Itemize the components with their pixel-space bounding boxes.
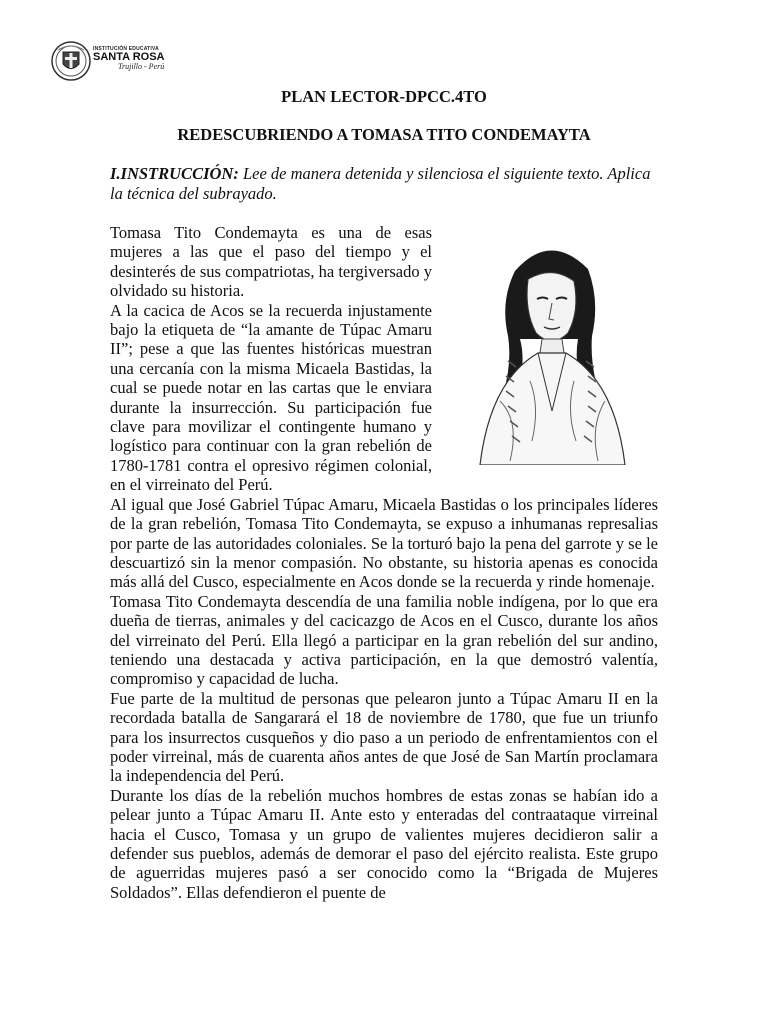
instruction-text: Lee de manera detenida y silenciosa el siguiente texto. Aplica la técnica del subrayado. <box>110 164 651 203</box>
instruction <box>110 164 658 204</box>
document-subtitle: REDESCUBRIENDO A TOMASA TITO CONDEMAYTA <box>177 125 591 144</box>
school-crest-icon <box>50 40 92 82</box>
school-logo <box>50 40 170 80</box>
logo-small-text: INSTITUCIÓN EDUCATIVA <box>93 46 159 52</box>
paragraph-2: A la cacica de Acos se la recuerda injustamente bajo la etiqueta de “la amante de Túpac Amaru II”; pese a que las fuentes históricas muestran una cercanía con la misma Micaela Bastidas, la cual se puede notar en las cartas que le enviara durante la insurrección. Su participación fue clave para movilizar el contingente humano y logístico para continuar con la gran rebelión de 1780-1781 contra el opresivo régimen colonial, en el virreinato del Perú. <box>110 300 432 495</box>
article-body <box>110 223 658 902</box>
document-title: PLAN LECTOR-DPCC.4TO <box>281 87 487 106</box>
logo-place: Trujillo - Perú <box>118 62 165 71</box>
paragraph-1: Tomasa Tito Condemayta es una de esas mujeres a las que el paso del tiempo y el desinterés de sus compatriotas, ha tergiversado y olvidado su historia. <box>110 223 432 301</box>
logo-name: SANTA ROSA <box>93 51 165 63</box>
paragraph-5: Fue parte de la multitud de personas que pelearon junto a Túpac Amaru II en la recordada batalla de Sangarará el 18 de noviembre de 1780, que fue un triunfo para los insurrectos cusqueños y dio paso a un periodo de enfrentamientos con el poder virreinal, más de cuarenta años antes de que José de San Martín proclamara la independencia del Perú. <box>110 688 658 786</box>
tomasa-portrait-illustration <box>440 231 658 465</box>
paragraph-4: Tomasa Tito Condemayta descendía de una familia noble indígena, por lo que era dueña de tierras, animales y del cacicazgo de Acos en el Cusco, durante los años del virreinato del Perú. Ella llegó a participar en la gran rebelión del sur andino, teniendo una destacada y activa participación, en la que demostró valentía, compromiso y capacidad de lucha. <box>110 591 658 689</box>
instruction-label: I.INSTRUCCIÓN: <box>110 164 239 183</box>
paragraph-6: Durante los días de la rebelión muchos hombres de estas zonas se habían ido a pelear junto a Túpac Amaru II. Ante esto y enteradas del contraataque virreinal hacia el Cusco, Tomasa y un grupo de valientes mujeres decidieron salir a defender sus pueblos, además de demorar el paso del ejército realista. Este grupo de aguerridas mujeres pasó a ser conocido como la “Brigada de Mujeres Soldados”. Ellas defendieron el puente de <box>110 785 658 902</box>
paragraph-3: Al igual que José Gabriel Túpac Amaru, Micaela Bastidas o los principales líderes de la gran rebelión, Tomasa Tito Condemayta, se expuso a inhumanas represalias por parte de las autoridades coloniales. Se la torturó bajo la pena del garrote y se le descuartizó sin la menor compasión. No obstante, su historia apenas es conocida más allá del Cusco, especialmente en Acos donde se la recuerda y rinde homenaje. <box>110 494 658 592</box>
